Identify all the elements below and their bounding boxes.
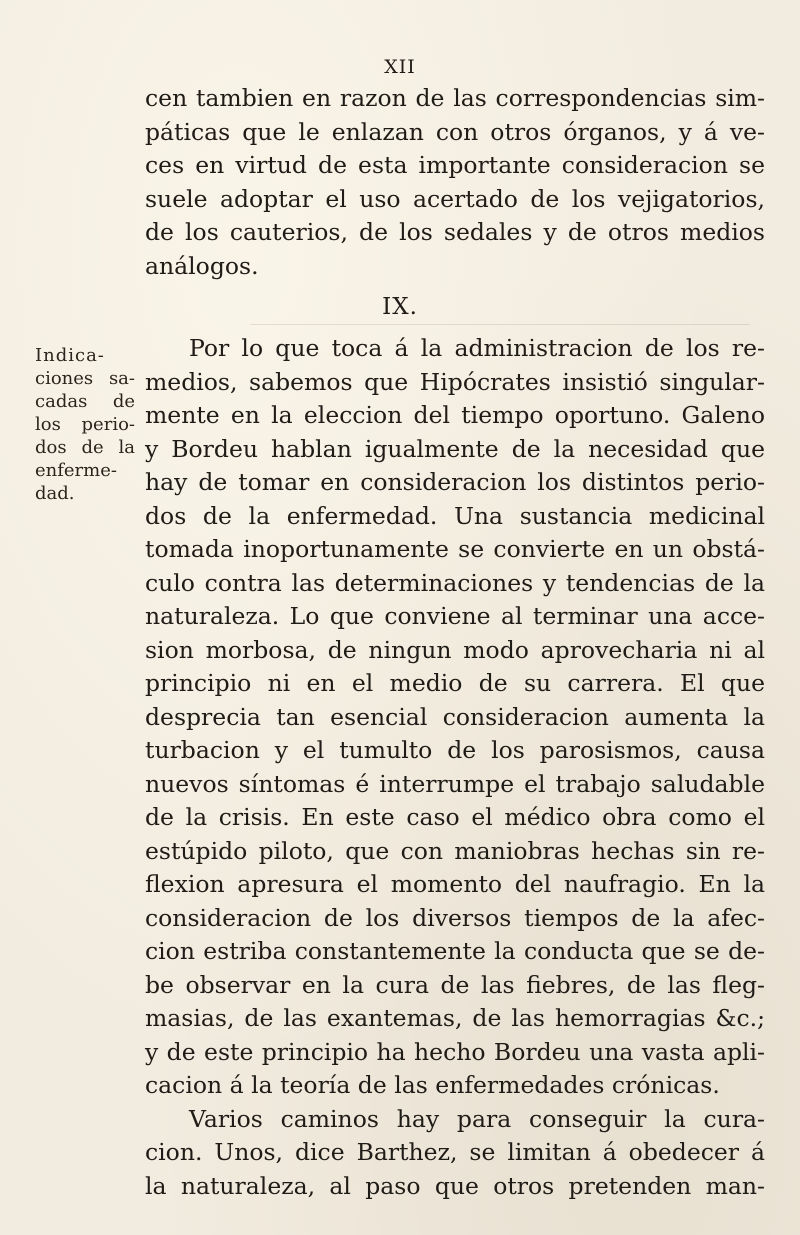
paragraph-first-line: Por lo que toca á la administracion de los re- [189, 334, 765, 362]
text-line: de los cauterios, de los sedales y de otros medios [145, 218, 765, 246]
text-line: mente en la eleccion del tiempo oportuno. Galeno [145, 401, 765, 429]
text-line: cacion á la teoría de las enfermedades crónicas. [145, 1071, 720, 1099]
text-line: ces en virtud de esta importante consideracion se [145, 151, 765, 179]
margin-note-line: los perio- [35, 414, 135, 435]
text-line: la naturaleza, al paso que otros pretenden man- [145, 1171, 765, 1200]
text-line: be observar en la cura de las fiebres, de las fleg- [145, 970, 765, 999]
text-line: medios, sabemos que Hipócrates insistió singular- [145, 367, 765, 396]
text-line: páticas que le enlazan con otros órganos, y á ve- [145, 117, 765, 146]
margin-note-line: Indica- [35, 345, 105, 366]
margin-note-line: enferme- [35, 460, 117, 481]
text-line: masias, de las exantemas, de las hemorragias &c.; [145, 1004, 765, 1032]
margin-note-line: ciones sa- [35, 368, 135, 389]
margin-note-line: dos de la [35, 437, 135, 458]
text-line: culo contra las determinaciones y tendencias de la [145, 568, 765, 597]
text-line: nuevos síntomas é interrumpe el trabajo saludable [145, 769, 765, 798]
text-line: principio ni en el medio de su carrera. El que [145, 669, 765, 697]
margin-note-line: cadas de [35, 391, 135, 412]
text-line: hay de tomar en consideracion los distintos perio- [145, 468, 765, 496]
text-line: turbacion y el tumulto de los parosismos, causa [145, 736, 765, 764]
text-line: cion estriba constantemente la conducta que se de- [145, 937, 765, 965]
text-line: estúpido piloto, que con maniobras hechas sin re- [145, 836, 765, 865]
bleed-through-line [250, 324, 750, 325]
text-line: y de este principio ha hecho Bordeu una vasta apli- [145, 1037, 765, 1066]
text-line: suele adoptar el uso acertado de los vejigatorios, [145, 184, 765, 213]
page-folio: XII [384, 56, 416, 78]
text-line: análogos. [145, 251, 259, 280]
paragraph-first-line: Varios caminos hay para conseguir la cura- [189, 1104, 765, 1133]
text-line: dos de la enfermedad. Una sustancia medicinal [145, 501, 765, 530]
text-line: naturaleza. Lo que conviene al terminar una acce- [145, 602, 765, 630]
text-line: y Bordeu hablan igualmente de la necesidad que [145, 434, 765, 463]
section-heading: IX. [382, 294, 418, 320]
margin-note [35, 344, 135, 505]
text-line: tomada inoportunamente se convierte en un obstá- [145, 535, 765, 563]
text-line: sion morbosa, de ningun modo aprovecharia ni al [145, 635, 765, 664]
text-line: de la crisis. En este caso el médico obra como el [145, 803, 765, 831]
text-line: flexion apresura el momento del naufragio. En la [145, 870, 765, 898]
continuation-text [145, 82, 765, 283]
section-body [145, 332, 765, 1203]
text-line: cen tambien en razon de las correspondencias sim- [145, 84, 765, 112]
text-line: desprecia tan esencial consideracion aumenta la [145, 702, 765, 731]
text-line: cion. Unos, dice Barthez, se limitan á obedecer á [145, 1138, 765, 1166]
text-line: consideracion de los diversos tiempos de la afec- [145, 903, 765, 932]
margin-note-line: dad. [35, 483, 75, 504]
